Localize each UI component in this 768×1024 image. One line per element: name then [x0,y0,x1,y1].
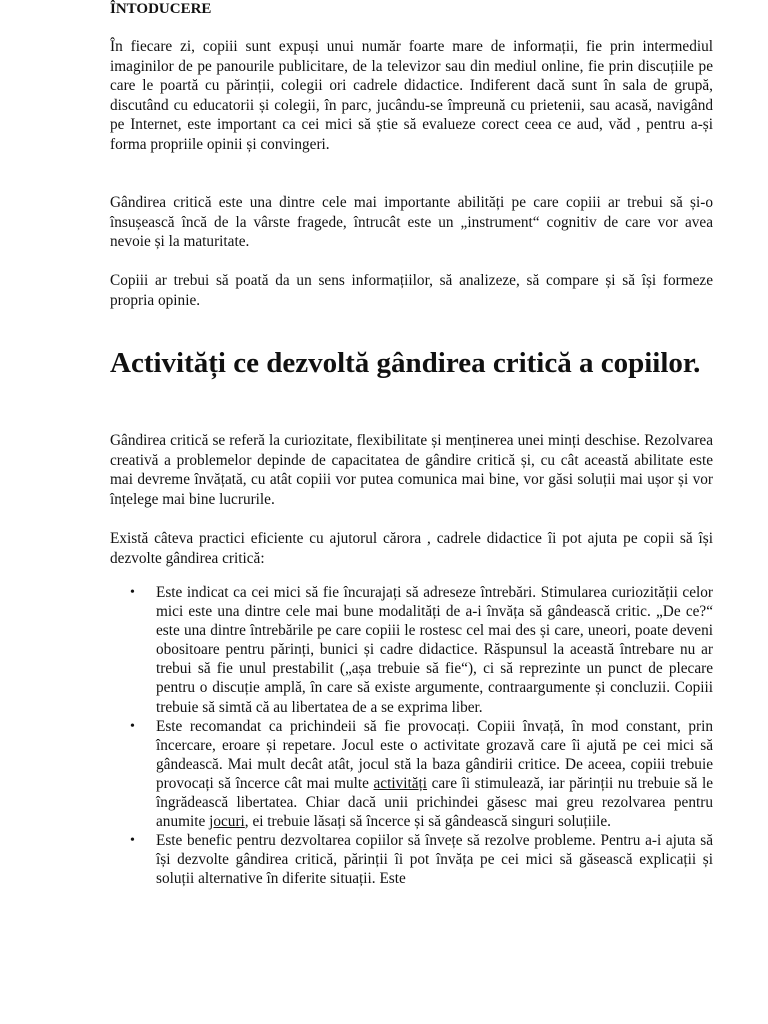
list-item-text: Este benefic pentru dezvoltarea copiilor să învețe să rezolve probleme. Pentru a-i ajuta să își dezvolte gândirea critică, părinții îi pot învăța pe cei mici să găsească explicații și soluții alternative în diferite situații. Este [156,832,713,888]
intro-paragraph-1: În fiecare zi, copiii sunt expuși unui număr foarte mare de informații, fie prin intermediul imaginilor de pe panourile publicitare, de la televizor sau din mediul online, fie prin discuțiile pe care le poartă cu părinții, colegii ori cadrele didactice. Indiferent dacă sunt în sala de grupă, discutând cu educatorii și colegii, în parc, jucându-se împreună cu prietenii, sau acasă, navigând pe Internet, este important ca cei mici să știe să evalueze corect ceea ce aud, văd , pentru a-și forma propriile opinii și convingeri. [110,38,713,153]
bullet-marker: • [130,833,135,849]
bullet-marker: • [130,585,135,600]
activitati-link[interactable]: activități [373,774,428,792]
intro-paragraph-2: Gândirea critică este una dintre cele mai importante abilități pe care copiii ar trebui să și-o însușească încă de la vârste fragede, întrucât este un „instrument“ cognitiv de care vor avea nevoie și la maturitate. [110,194,713,251]
intro-heading: ÎNTODUCERE [110,1,212,17]
section-heading: Activități ce dezvoltă gândirea critică a copiilor. [110,347,701,379]
jocuri-link[interactable]: jocuri [209,813,245,831]
list-item [110,717,713,832]
list-item [110,583,713,717]
list-item-text [156,718,713,830]
list-item-text-part: care îi stimulează, iar părinții nu trebuie să le îngrădească libertatea. Chiar dacă unii prichindei găsesc mai greu rezolvarea pentru anumite [156,774,713,831]
section-paragraph-2: Există câteva practici eficiente cu ajutorul cărora , cadrele didactice îi pot ajuta pe copii să își dezvolte gândirea critică: [110,530,713,567]
practices-list [110,583,713,889]
list-item [110,831,713,888]
list-item-text: Este indicat ca cei mici să fie încurajați să adreseze întrebări. Stimularea curiozității celor mici este una dintre cele mai bune modalități de a-i învăța să gândească critic. „De ce?“ este una dintre întrebările pe care copiii le rostesc cel mai des și care, uneori, poate deveni obositoare pentru părinți, bunici și cadre didactice. Răspunsul la această întrebare nu ar trebui să fie unul prestabilit („așa trebuie să fie“), ci să reprezinte un punct de plecare pentru o discuție amplă, în care să existe argumente, contraargumente și concluzii. Copiii trebuie să simtă că au libertatea de a se exprima liber. [156,584,713,716]
intro-paragraph-3: Copiii ar trebui să poată da un sens informațiilor, să analizeze, să compare și să își formeze propria opinie. [110,272,713,309]
bullet-marker: • [130,718,135,734]
list-item-text-part: Este recomandat ca prichindeii să fie provocați. Copiii învață, în mod constant, prin încercare, eroare și repetare. Jocul este o activitate grozavă care îi ajută pe cei mici să gândească. Mai mult decât atât, jocul stă la baza gândirii critice. De aceea, copiii trebuie provocați să încerce cât mai multe [156,717,713,792]
section-paragraph-1: Gândirea critică se referă la curiozitate, flexibilitate și menținerea unei minți deschise. Rezolvarea creativă a problemelor depinde de capacitatea de gândire critică și, cu cât această abilitate este mai devreme învățată, cu atât copiii vor putea comunica mai bine, vor găsi soluții mai ușor și vor înțelege mai bine lucrurile. [110,432,713,508]
list-item-text-part: , ei trebuie lăsați să încerce și să gândească singuri soluțiile. [244,813,611,831]
